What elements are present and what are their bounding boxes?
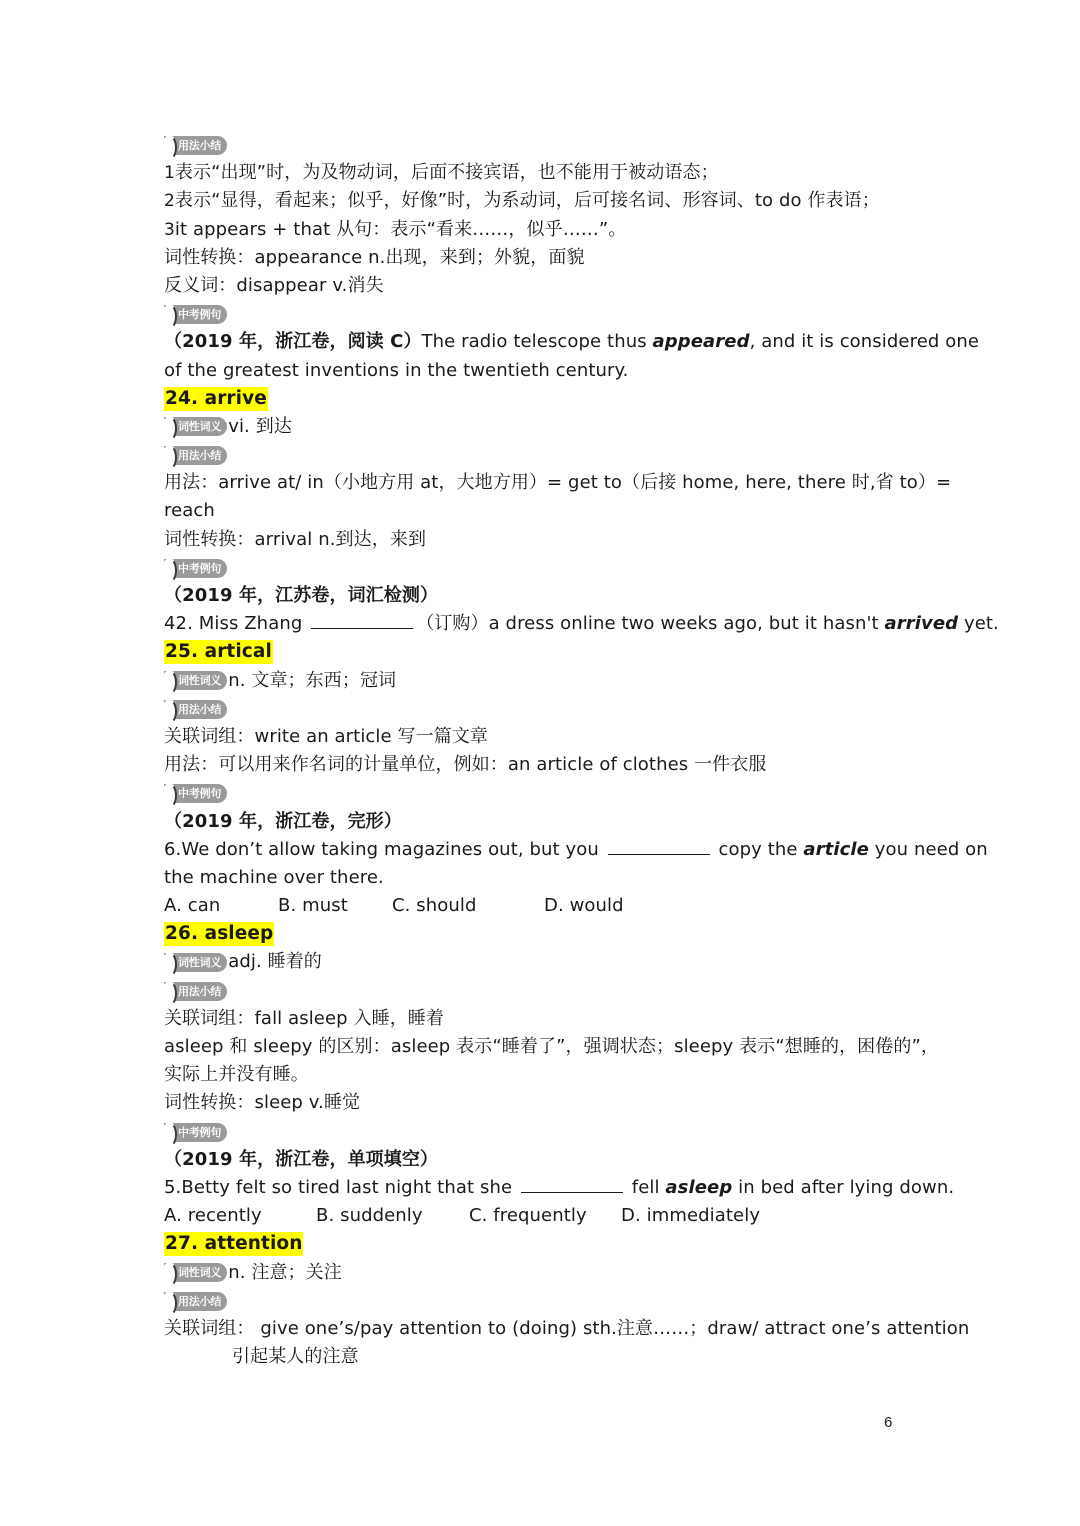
pos-meaning: 词性词义 vi. 到达: [164, 413, 924, 441]
answer-blank: [608, 838, 710, 855]
exam-example-cont: of the greatest inventions in the twentieth century.: [164, 359, 629, 381]
page-number: 6: [884, 1414, 893, 1431]
option-a: A. recently: [164, 1205, 262, 1227]
document-page: [164, 131, 999, 1371]
usage-summary-tag: 用法小结: [164, 441, 924, 469]
word-heading-asleep: 26. asleep: [165, 923, 274, 945]
answer-options: [164, 892, 924, 920]
pos-meaning: 词性词义 adj. 睡着的: [164, 948, 924, 976]
option-a: A. can: [164, 895, 221, 917]
word-conversion: 词性转换：arrival n.到达，来到: [164, 528, 427, 550]
usage-summary-tag: 用法小结: [164, 131, 924, 159]
option-c: C. frequently: [469, 1205, 587, 1227]
pos-meaning: 词性词义 n. 文章；东西；冠词: [164, 667, 924, 695]
pos-tag: 词性词义: [164, 953, 227, 972]
pos-tag: 词性词义: [164, 1263, 227, 1282]
option-b: B. suddenly: [316, 1205, 423, 1227]
difference-text-cont: 实际上并没有睡。: [164, 1064, 309, 1086]
exam-example: （2019 年，浙江卷，阅读 C）The radio telescope thus appeared, and it is considered one: [164, 331, 980, 353]
usage-item-1: 1表示“出现”时，为及物动词，后面不接宾语，也不能用于被动语态；: [164, 162, 719, 184]
usage-text: 用法：arrive at/ in（小地方用 at，大地方用）= get to（后接 home, here, there 时,省 to）=: [164, 472, 952, 494]
usage-item-3: 3it appears + that 从句：表示“看来……，似乎……”。: [164, 218, 627, 240]
exam-example-cont: the machine over there.: [164, 866, 384, 888]
related-phrase: 关联词组： give one’s/pay attention to (doing) sth.注意……；draw/ attract one’s attention: [164, 1317, 970, 1339]
antonym: 反义词：disappear v.消失: [164, 274, 384, 296]
related-phrase: 关联词组：write an article 写一篇文章: [164, 725, 489, 747]
usage-summary-tag: 用法小结: [164, 977, 924, 1005]
exam-example-tag: 中考例句: [164, 554, 924, 582]
usage-text-cont: reach: [164, 500, 215, 522]
related-phrase-cont: 引起某人的注意: [232, 1346, 359, 1368]
related-phrase: 关联词组：fall asleep 入睡，睡着: [164, 1007, 444, 1029]
exam-source: （2019 年，浙江卷，单项填空）: [164, 1148, 439, 1170]
difference-text: asleep 和 sleepy 的区别：asleep 表示“睡着了”，强调状态；sleepy 表示“想睡的，困倦的”，: [164, 1036, 939, 1057]
word-conversion: 词性转换：appearance n.出现，来到；外貌，面貌: [164, 246, 585, 268]
exam-example: 5.Betty felt so tired last night that she fell asleep in bed after lying down.: [164, 1176, 955, 1198]
word-conversion: 词性转换：sleep v.睡觉: [164, 1092, 361, 1114]
option-d: D. would: [544, 895, 624, 917]
pos-meaning: 词性词义 n. 注意；关注: [164, 1259, 924, 1287]
word-heading-arrive: 24. arrive: [165, 387, 267, 409]
word-heading-attention: 27. attention: [165, 1233, 303, 1255]
usage-summary-tag: 用法小结: [164, 1287, 924, 1315]
answer-blank: [311, 612, 413, 629]
exam-source: （2019 年，浙江卷，完形）: [164, 810, 402, 832]
usage-item-2: 2表示“显得，看起来；似乎，好像”时，为系动词，后可接名词、形容词、to do 作表语；: [164, 190, 880, 212]
exam-example-tag: 中考例句: [164, 300, 924, 328]
option-d: D. immediately: [621, 1205, 761, 1227]
answer-blank: [521, 1176, 623, 1193]
exam-example: 6.We don’t allow taking magazines out, but you copy the article you need on: [164, 838, 988, 860]
exam-example-tag: 中考例句: [164, 779, 924, 807]
exam-source: （2019 年，江苏卷，词汇检测）: [164, 585, 439, 606]
option-c: C. should: [392, 895, 477, 917]
pos-tag: 词性词义: [164, 417, 227, 436]
usage-summary-tag: 用法小结: [164, 695, 924, 723]
word-heading-artical: 25. artical: [165, 641, 272, 663]
answer-options: [164, 1202, 924, 1230]
option-b: B. must: [278, 895, 348, 917]
exam-example-tag: 中考例句: [164, 1118, 924, 1146]
pos-tag: 词性词义: [164, 671, 227, 690]
usage-text: 用法：可以用来作名词的计量单位，例如：an article of clothes 一件衣服: [164, 754, 767, 776]
exam-example: 42. Miss Zhang （订购）a dress online two weeks ago, but it hasn't arrived yet.: [164, 613, 999, 635]
